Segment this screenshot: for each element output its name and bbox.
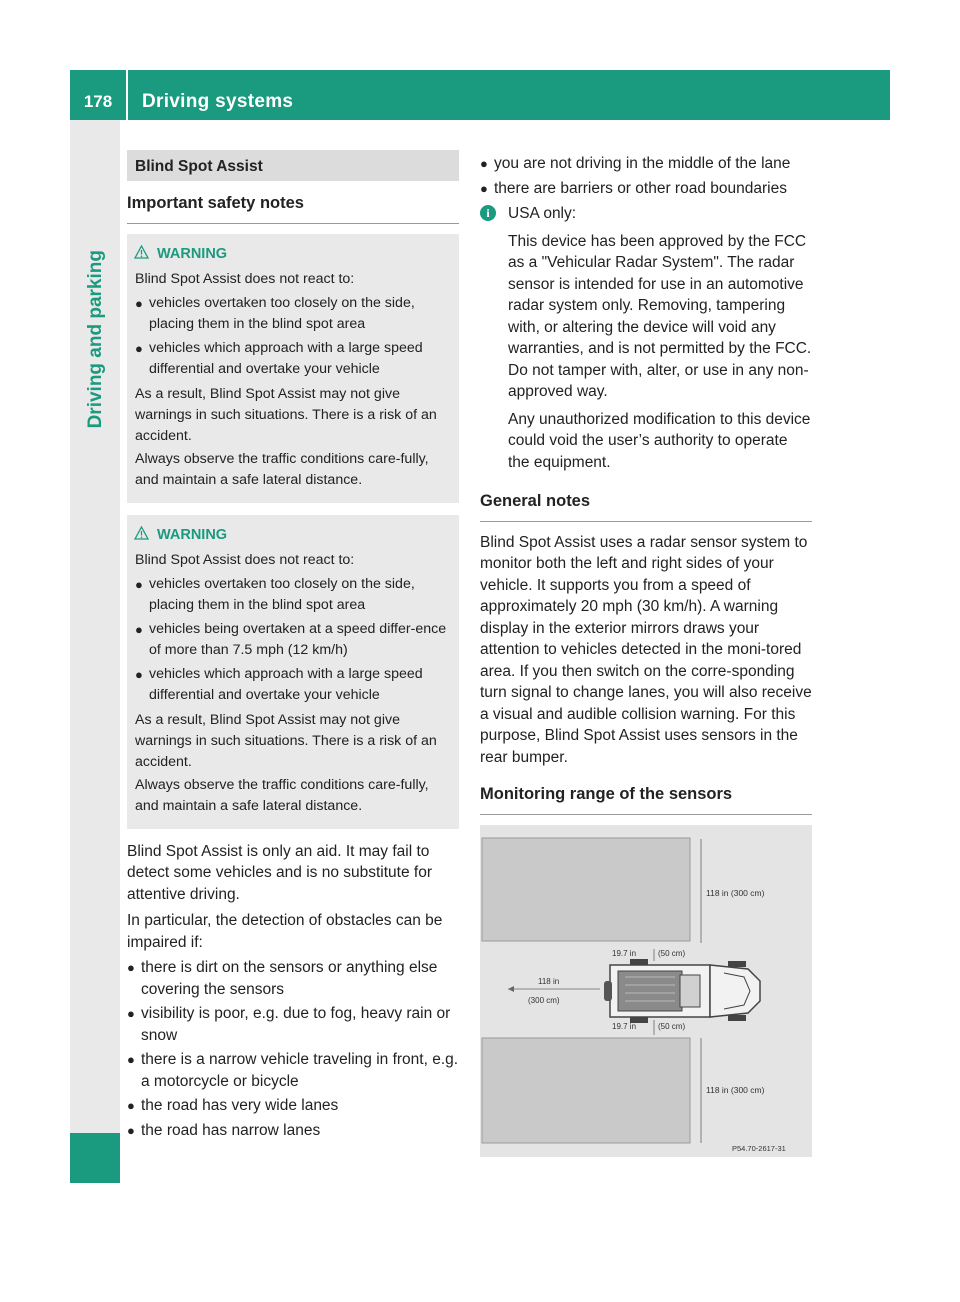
warning-box-2 <box>127 515 459 829</box>
info-paragraph: This device has been approved by the FCC as a "Vehicular Radar System". The radar sensor is intended for use in an automotive radar system only. Removing, tampering with, or altering the device will void any warranties, and is not permitted by the FCC. Do not tamper with, alter, or use in any non-approved way. <box>508 232 812 400</box>
list-item: ● the road has very wide lanes <box>127 1097 339 1114</box>
vehicle-top-view <box>604 959 760 1023</box>
warning-paragraph: As a result, Blind Spot Assist may not give warnings in such situations. There is a risk of an accident. <box>135 711 437 770</box>
list-item: ● vehicles overtaken too closely on the side, placing them in the blind spot area <box>135 575 415 613</box>
label-top-gap-cm: (50 cm) <box>658 948 686 958</box>
warning-bullets <box>135 574 451 706</box>
general-notes-body: Blind Spot Assist uses a radar sensor system to monitor both the left and right sides of your vehicle. It supports you from a speed of approximately 20 mph (30 km/h). A warning display in the exterior mirrors draws your attention to vehicles detected in the moni-tored area. If you then switch on the corre-sponding turn signal to change lanes, you will also receive a visual and audible collision warning. For this purpose, Blind Spot Assist uses sensors in the rear bumper. <box>480 533 812 766</box>
warning-triangle-icon <box>134 245 149 259</box>
label-rear-cm: (300 cm) <box>528 995 560 1005</box>
body-paragraph: Blind Spot Assist is only an aid. It may fail to detect some vehicles and is no substitute for attentive driving. <box>127 842 432 903</box>
warning-title: WARNING <box>135 244 451 265</box>
info-label: USA only: <box>508 205 577 222</box>
label-bottom-gap: 19.7 in <box>612 1021 637 1031</box>
left-column <box>127 150 459 1145</box>
label-bottom-range: 118 in (300 cm) <box>706 1084 765 1095</box>
figure-code: P54.70-2617-31 <box>732 1143 786 1153</box>
warning-title: WARNING <box>135 525 451 546</box>
warning-bullets <box>135 293 451 380</box>
subheading-monitoring-range: Monitoring range of the sensors <box>480 772 812 815</box>
body-paragraph: In particular, the detection of obstacles can be impaired if: <box>127 912 443 951</box>
warning-paragraph: Always observe the traffic conditions care-fully, and maintain a safe lateral distance. <box>135 450 429 488</box>
label-top-range: 118 in (300 cm) <box>706 887 765 898</box>
detection-zone-bottom <box>482 1038 690 1143</box>
warning-intro: Blind Spot Assist does not react to: <box>135 551 355 568</box>
subheading-safety-notes: Important safety notes <box>127 181 459 224</box>
list-item: ● vehicles which approach with a large speed differential and overtake your vehicle <box>135 339 423 377</box>
side-tab-block <box>70 1133 120 1183</box>
impairment-bullets <box>127 957 459 1141</box>
arrow-head-icon <box>508 986 514 992</box>
warning-triangle-icon <box>134 526 149 540</box>
diagram-svg <box>480 825 812 1157</box>
warning-box-1 <box>127 234 459 503</box>
section-heading: Blind Spot Assist <box>127 150 459 181</box>
warning-intro: Blind Spot Assist does not react to: <box>135 270 355 287</box>
header-divider <box>126 70 128 120</box>
list-item: ● there is dirt on the sensors or anything else covering the sensors <box>127 959 438 998</box>
list-item: ● vehicles which approach with a large speed differential and overtake your vehicle <box>135 665 423 703</box>
info-block <box>480 203 812 473</box>
list-item: ● there is a narrow vehicle traveling in front, e.g. a motorcycle or bicycle <box>127 1051 459 1090</box>
monitoring-range-diagram <box>480 825 812 1157</box>
condition-bullets <box>480 153 812 199</box>
list-item: ● the road has narrow lanes <box>127 1121 321 1139</box>
right-column <box>480 150 812 1157</box>
list-item: ● you are not driving in the middle of the lane <box>480 155 791 172</box>
list-item: ● vehicles being overtaken at a speed differ-ence of more than 7.5 mph (12 km/h) <box>135 620 447 658</box>
label-bottom-gap-cm: (50 cm) <box>658 1021 686 1031</box>
warning-paragraph: Always observe the traffic conditions care-fully, and maintain a safe lateral distance. <box>135 776 429 814</box>
info-icon: i <box>480 205 496 221</box>
section-title: Driving systems <box>142 91 294 112</box>
warning-paragraph: As a result, Blind Spot Assist may not give warnings in such situations. There is a risk of an accident. <box>135 385 437 444</box>
page-number: 178 <box>83 92 113 111</box>
list-item: ● vehicles overtaken too closely on the side, placing them in the blind spot area <box>135 294 415 332</box>
detection-zone-top <box>482 838 690 941</box>
label-rear-in: 118 in <box>538 976 560 986</box>
label-top-gap: 19.7 in <box>612 948 637 958</box>
list-item: ● visibility is poor, e.g. due to fog, heavy rain or snow <box>127 1005 451 1044</box>
side-tab-label: Driving and parking <box>85 250 106 429</box>
info-paragraph: Any unauthorized modification to this device could void the user’s authority to operate the equipment. <box>508 410 811 471</box>
list-item: ● there are barriers or other road boundaries <box>480 179 787 197</box>
subheading-general-notes: General notes <box>480 479 812 522</box>
